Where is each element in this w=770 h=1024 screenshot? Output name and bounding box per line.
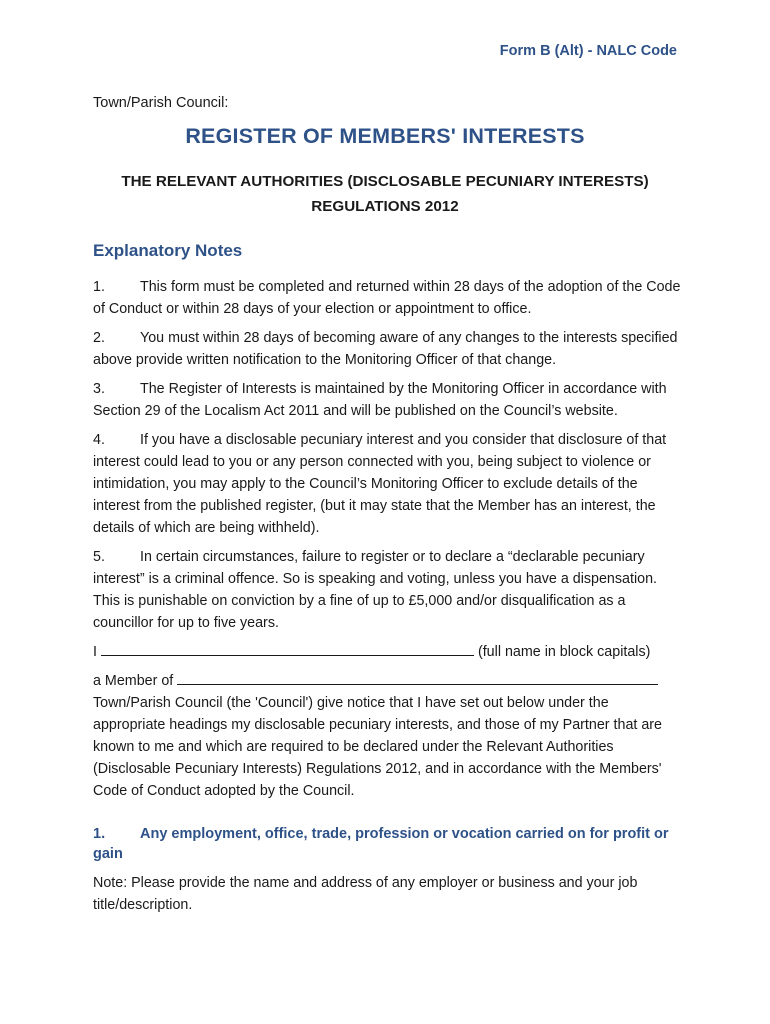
note-text: You must within 28 days of becoming aware of any changes to the interests specified above provide written notification to the Monitoring Officer of that change.	[93, 330, 678, 368]
note-text: This form must be completed and returned within 28 days of the adoption of the Code of Conduct or within 28 days of your election or appointment to office.	[93, 279, 681, 317]
form-code-label: Form B (Alt) - NALC Code	[499, 43, 677, 59]
full-name-line	[93, 641, 683, 663]
declaration-text: Town/Parish Council (the 'Council') give notice that I have set out below under the appropriate headings my disclosable pecuniary interests, and those of my Partner that are known to me and which are required to be declared under the Relevant Authorities (Disclosable Pecuniary Interests) Regulations 2012, and in accordance with the Members' Code of Conduct adopted by the Council.	[93, 695, 663, 799]
name-suffix: (full name in block capitals)	[477, 644, 651, 660]
council-name-field[interactable]	[177, 670, 658, 685]
council-member-line	[93, 670, 683, 692]
note-item	[93, 327, 683, 371]
note-number: 1.	[93, 279, 105, 295]
note-item	[93, 429, 683, 539]
section-1-note: Note: Please provide the name and address of any employer or business and your job title/description.	[93, 875, 638, 913]
note-number: 5.	[93, 549, 105, 565]
section-1-heading	[93, 824, 683, 864]
section-number: 1.	[93, 826, 106, 842]
note-item	[93, 276, 683, 320]
full-name-field[interactable]	[101, 641, 474, 656]
regulations-subtitle: THE RELEVANT AUTHORITIES (DISCLOSABLE PECUNIARY INTERESTS) REGULATIONS 2012	[121, 173, 649, 215]
explanatory-notes-heading: Explanatory Notes	[93, 241, 243, 260]
note-number: 3.	[93, 381, 105, 397]
council-label: Town/Parish Council:	[93, 95, 229, 111]
note-text: In certain circumstances, failure to register or to declare a “declarable pecuniary interest” is a criminal offence. So is speaking and voting, unless you have a dispensation. This is punishable on conviction by a fine of up to £5,000 and/or disqualification as a councillor for up to five years.	[93, 549, 657, 631]
page-title: REGISTER OF MEMBERS' INTERESTS	[185, 124, 585, 148]
note-item	[93, 546, 683, 634]
note-number: 4.	[93, 432, 105, 448]
note-text: The Register of Interests is maintained by the Monitoring Officer in accordance with Section 29 of the Localism Act 2011 and will be published on the Council’s website.	[93, 381, 667, 419]
name-prefix: I	[93, 644, 97, 660]
note-text: If you have a disclosable pecuniary interest and you consider that disclosure of that interest could lead to you or any person connected with you, being subject to violence or intimidation, you may apply to the Council’s Monitoring Officer to exclude details of the interest from the published register, (but it may state that the Member has an interest, the details of which are being withheld).	[93, 432, 667, 536]
form-body	[93, 276, 683, 916]
note-item	[93, 378, 683, 422]
member-prefix: a Member of	[93, 673, 174, 689]
note-number: 2.	[93, 330, 105, 346]
section-heading-text: Any employment, office, trade, profession or vocation carried on for profit or gain	[93, 826, 669, 862]
